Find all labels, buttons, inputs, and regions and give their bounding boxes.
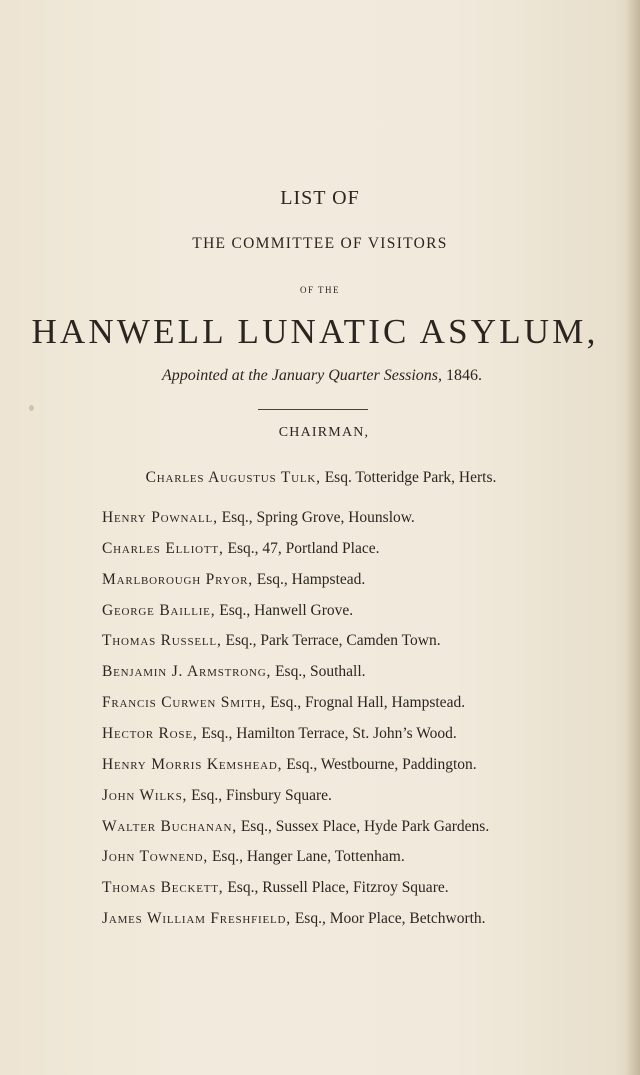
member-entry [102,601,622,621]
member-details: Esq., Southall. [275,663,366,680]
member-entry [102,909,622,929]
member-entry [102,631,622,651]
member-name: Francis Curwen Smith, [102,694,267,711]
member-entry [102,693,622,713]
member-details: Esq., 47, Portland Place. [227,540,380,557]
member-name: Hector Rose, [102,725,198,742]
member-details: Esq., Hamilton Terrace, St. John’s Wood. [201,725,457,742]
member-entry [102,539,622,559]
member-name: Walter Buchanan, [102,818,237,835]
chairman-heading: CHAIRMAN, [278,425,370,440]
member-name: Thomas Beckett, [102,879,224,896]
member-entry [102,662,622,682]
member-name: Henry Morris Kemshead, [102,756,283,773]
member-name: John Wilks, [102,787,188,804]
member-entry [102,817,622,837]
appointment-text: Appointed at the January Quarter Sessions, [162,367,442,384]
chairman-details: Esq. Totteridge Park, Herts. [324,469,497,486]
list-of-heading: LIST OF [280,187,360,209]
member-entry [102,508,622,528]
member-entry [102,786,622,806]
appointment-year: 1846. [445,367,482,384]
member-name: Marlborough Pryor, [102,571,253,588]
member-name: James William Freshfield, [102,910,291,927]
member-entry [102,724,622,744]
member-name: John Townend, [102,848,209,865]
member-details: Esq., Moor Place, Betchworth. [294,910,486,927]
member-details: Esq., Hanger Lane, Tottenham. [211,848,405,865]
member-details: Esq., Westbourne, Paddington. [286,756,477,773]
member-name: Benjamin J. Armstrong, [102,663,272,680]
member-name: Charles Elliott, [102,540,224,557]
member-entry [102,755,622,775]
member-details: Esq., Hampstead. [256,571,366,588]
chairman-entry [0,468,640,488]
paper-spot [29,405,34,411]
section-divider [258,409,368,410]
member-name: George Baillie, [102,602,216,619]
member-details: Esq., Finsbury Square. [191,787,332,804]
member-details: Esq., Park Terrace, Camden Town. [225,632,441,649]
chairman-name: Charles Augustus Tulk, [145,469,321,486]
member-details: Esq., Sussex Place, Hyde Park Gardens. [240,818,490,835]
member-name: Thomas Russell, [102,632,222,649]
member-details: Esq., Spring Grove, Hounslow. [221,509,415,526]
member-details: Esq., Russell Place, Fitzroy Square. [227,879,449,896]
member-details: Esq., Hanwell Grove. [219,602,354,619]
page-gutter-shadow [626,0,640,1075]
appointment-line [2,367,640,385]
member-entry [102,878,622,898]
member-name: Henry Pownall, [102,509,218,526]
committee-heading: THE COMMITTEE OF VISITORS [192,235,448,252]
member-entry [102,570,622,590]
of-the-heading: OF THE [299,285,341,295]
asylum-title: HANWELL LUNATIC ASYLUM, [31,312,599,351]
member-entry [102,847,622,867]
member-details: Esq., Frognal Hall, Hampstead. [270,694,466,711]
